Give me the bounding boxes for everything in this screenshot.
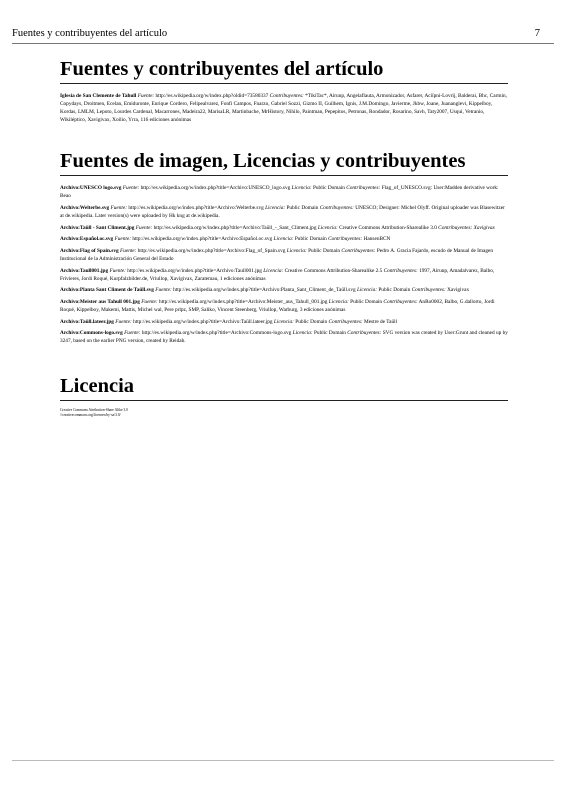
source-label: Fuente: bbox=[114, 236, 131, 243]
image-license: Public Domain bbox=[308, 247, 341, 254]
image-source-url[interactable]: http://es.wikipedia.org/w/index.php?title=Archivo:Planta_Sant_Climent_de_Taüll.svg bbox=[173, 287, 356, 294]
image-contributors: Pedro A. Gracia Fajardo, escudo de Manual de Imagen Institucional de la Administración General del Estado bbox=[60, 247, 494, 263]
license-label: Licencia: bbox=[273, 236, 294, 243]
license-label: Licencia: bbox=[286, 247, 307, 254]
contributors-label: Contribuyentes: bbox=[328, 318, 363, 325]
article-contributors: *TikiTac*, Airunp, Angelaflauta, Armonizador, Asfarer, Aciïpni-Lovrij, Balderai, Bhc, Carmin, Copydays, Droitmen, Ecelan, Emiduronte, Enrique Cordero, Felipealvarez, Fonfi Campos, Fnarzo, Gabriel Sozzi, Gizmo II, Guilhem, Ignis, J.M.Domingo, Javierme, Jkbw, Joane, Juananglevi, Kippelboy, Kordas, LMLM, Lepoto, Lourdes Cardenal, Macarrones, Madeira22, MarisaLR, Martinbache, MrHistory, Nihilo, Paintman, Pepepitos, Petronas, Rondador, Rosarino, Savh, Taty2007, Usqui, Vetranio, Wikiléptico, Xavigivax, Xoilio, Yrra, 116 ediciones anónimas bbox=[60, 93, 507, 124]
license-label: Licencia: bbox=[357, 287, 378, 294]
page-content bbox=[60, 57, 508, 417]
image-file-name[interactable]: Archivo:Taüll.lateer.jpg bbox=[60, 318, 114, 325]
running-header-title: Fuentes y contribuyentes del artículo bbox=[12, 28, 168, 39]
source-label: Fuente: bbox=[124, 330, 141, 337]
contributors-label: Contribuyentes: bbox=[438, 224, 473, 231]
source-label: Fuente: bbox=[110, 205, 127, 212]
source-label: Fuente: bbox=[135, 224, 153, 231]
license-label: Licencia: bbox=[263, 267, 284, 274]
license-label: Licencia: bbox=[291, 185, 312, 192]
page-number: 7 bbox=[534, 28, 540, 39]
image-license: Public Domain bbox=[378, 287, 411, 294]
image-contributors: HansenBCN bbox=[363, 236, 391, 243]
page-header bbox=[12, 28, 554, 42]
image-contributors: Mestre de Taüll bbox=[363, 318, 398, 325]
contributors-label: Contribuyentes: bbox=[383, 298, 418, 305]
image-source-url[interactable]: http://es.wikipedia.org/w/index.php?title=Archivo:Taüll_-_Sant_Climent.jpg bbox=[153, 224, 317, 231]
article-source-url[interactable]: http://es.wikipedia.org/w/index.php?oldid=73580337 bbox=[155, 93, 269, 99]
license-name: Creative Commons Attribution-Share Alike 3.0 bbox=[60, 408, 128, 413]
contributors-label: Contribuyentes: bbox=[383, 267, 418, 274]
source-label: Fuente: bbox=[155, 287, 172, 294]
image-license: Creative Commons Attribution-Sharealike 3.0 bbox=[339, 224, 437, 231]
image-source-url[interactable]: http://es.wikipedia.org/w/index.php?title=Archivo:Commons-logo.svg bbox=[141, 330, 292, 337]
image-source-url[interactable]: http://es.wikipedia.org/w/index.php?title=Archivo:Español.oc.svg bbox=[132, 236, 273, 243]
license-label: Licencia: bbox=[265, 205, 286, 212]
image-license: Public Domain bbox=[286, 205, 319, 212]
image-license: Public Domain bbox=[294, 236, 327, 243]
image-contributors: SVG version was created by User:Grunt and cleaned up by 3247, based on the earlier PNG version, created by Reidab. bbox=[60, 330, 508, 345]
image-file-name[interactable]: Archivo:Planta Sant Climent de Taüll.svg bbox=[60, 287, 154, 294]
image-file-name[interactable]: Archivo:Taüll - Sant Climent.jpg bbox=[60, 224, 135, 231]
contributors-label: Contribuyentes: bbox=[341, 247, 376, 254]
image-entry bbox=[60, 298, 508, 314]
image-entry bbox=[60, 204, 508, 220]
license-text bbox=[60, 408, 508, 417]
image-contributors: AnRo0002, Balbo, G.dallorto, Jordi Roqué, Kippelboy, Makemi, Mattis, Michel wal, Pere prlpz, SMP, Saliko, Vincent Steenberg, Vriullop, Warburg, 3 ediciones anónimas bbox=[60, 298, 495, 313]
contributors-label: Contribuyentes: bbox=[411, 287, 446, 294]
image-file-name[interactable]: Archivo:Commons-logo.svg bbox=[60, 330, 123, 337]
license-label: Licencia: bbox=[317, 224, 338, 231]
image-entry bbox=[60, 267, 508, 283]
contributors-label: Contribuyentes: bbox=[346, 185, 381, 192]
image-entry bbox=[60, 184, 508, 200]
image-entry bbox=[60, 247, 508, 263]
footer-divider bbox=[12, 760, 554, 761]
image-contributors: 1997, Airunp, Amadalvarez, Balbo, Frivieres, Jordi Roqué, Kurpfalzbilder.de, Vriullop, Xavigivax, Zaratemau, 1 ediciones anónimas bbox=[60, 267, 495, 282]
source-label: Fuente: bbox=[109, 267, 126, 274]
image-license: Public Domain bbox=[350, 298, 383, 305]
image-license: Public Domain bbox=[313, 330, 346, 337]
source-label: Fuente: bbox=[115, 318, 132, 325]
image-license: Public Domain bbox=[312, 185, 345, 192]
image-license: Public Domain bbox=[295, 318, 328, 325]
image-source-url[interactable]: http://es.wikipedia.org/w/index.php?title=Archivo:Meister_aus_Tahull_001.jpg bbox=[159, 298, 328, 305]
contributors-label: Contribuyentes: bbox=[328, 236, 363, 243]
source-label: Fuente: bbox=[119, 247, 137, 254]
image-contributors: Xavigivax bbox=[473, 224, 495, 231]
image-source-url[interactable]: http://es.wikipedia.org/w/index.php?title=Archivo:Welterbe.svg bbox=[128, 205, 264, 212]
source-label: Fuente: bbox=[122, 185, 140, 192]
license-label: Licencia: bbox=[292, 330, 313, 337]
image-entry bbox=[60, 318, 508, 326]
license-label: Licencia: bbox=[328, 298, 349, 305]
license-url[interactable]: //creativecommons.org/licenses/by-sa/3.0/ bbox=[60, 412, 121, 417]
image-source-list bbox=[60, 184, 508, 345]
contributors-label: Contribuyentes: bbox=[269, 93, 304, 99]
image-contributors: Xavigivax bbox=[447, 287, 470, 294]
image-contributors: UNESCO; Designer: Michel Olyff. Original uploader was Blasewitzer at de.wikipedia. Later version(s) were uploaded by Hk kng at de.wikipedia. bbox=[60, 205, 505, 220]
image-entry bbox=[60, 286, 508, 294]
source-label: Fuente: bbox=[137, 93, 155, 99]
image-file-name[interactable]: Archivo:Taull001.jpg bbox=[60, 267, 109, 274]
article-entry bbox=[60, 92, 508, 124]
image-source-url[interactable]: http://es.wikipedia.org/w/index.php?title=Archivo:Taull001.jpg bbox=[127, 267, 262, 274]
articles-heading: Fuentes y contribuyentes del artículo bbox=[60, 57, 508, 84]
contributors-label: Contribuyentes: bbox=[347, 330, 382, 337]
image-file-name[interactable]: Archivo:Meister aus Tahull 001.jpg bbox=[60, 298, 140, 305]
license-heading: Licencia bbox=[60, 374, 508, 401]
image-source-url[interactable]: http://es.wikipedia.org/w/index.php?title=Archivo:Taüll.lateer.jpg bbox=[133, 318, 273, 325]
contributors-label: Contribuyentes: bbox=[319, 205, 354, 212]
image-file-name[interactable]: Archivo:Flag of Spain.svg bbox=[60, 247, 119, 254]
image-license: Creative Commons Attribution-Sharealike 2.5 bbox=[284, 267, 383, 274]
license-label: Licencia: bbox=[273, 318, 294, 325]
article-title: Iglesia de San Clemente de Tahull bbox=[60, 93, 137, 99]
image-entry bbox=[60, 224, 508, 232]
image-file-name[interactable]: Archivo:UNESCO logo.svg bbox=[60, 185, 122, 192]
source-label: Fuente: bbox=[141, 298, 158, 305]
image-entry bbox=[60, 329, 508, 345]
image-source-url[interactable]: http://es.wikipedia.org/w/index.php?title=Archivo:Flag_of_Spain.svg bbox=[137, 247, 286, 254]
image-contributors: Flag_of_UNESCO.svg: User:Madden derivative work: Beao bbox=[60, 185, 499, 200]
header-divider bbox=[12, 43, 554, 44]
image-source-url[interactable]: http://es.wikipedia.org/w/index.php?title=Archivo:UNESCO_logo.svg bbox=[140, 185, 291, 192]
image-file-name[interactable]: Archivo:Español.oc.svg bbox=[60, 236, 114, 243]
image-file-name[interactable]: Archivo:Welterbe.svg bbox=[60, 205, 110, 212]
image-entry bbox=[60, 235, 508, 243]
images-heading: Fuentes de imagen, Licencias y contribuyentes bbox=[60, 149, 508, 176]
